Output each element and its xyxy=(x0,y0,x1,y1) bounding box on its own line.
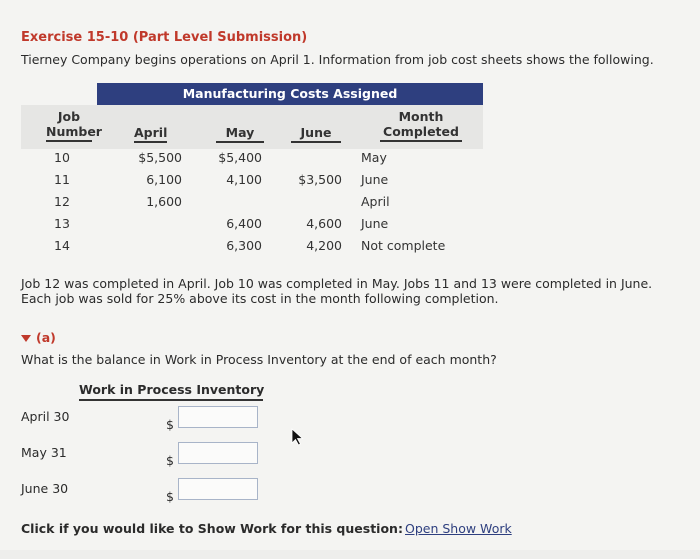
may-cost: 6,300 xyxy=(226,238,262,253)
may-cost: 4,100 xyxy=(226,172,262,187)
may-cost: $5,400 xyxy=(218,150,262,165)
job-number: 14 xyxy=(54,238,70,253)
may-31-input[interactable] xyxy=(178,442,258,464)
dollar-sign: $ xyxy=(166,489,174,504)
month-completed: April xyxy=(361,194,390,209)
open-show-work-link[interactable]: Open Show Work xyxy=(405,521,512,536)
dollar-sign: $ xyxy=(166,417,174,432)
part-a-label: (a) xyxy=(36,330,56,345)
june-cost: 4,200 xyxy=(306,238,342,253)
april-cost: 1,600 xyxy=(146,194,182,209)
month-completed: June xyxy=(361,172,389,187)
job-number: 10 xyxy=(54,150,70,165)
col-april: April xyxy=(134,125,167,143)
april-30-input[interactable] xyxy=(178,406,258,428)
wip-header: Work in Process Inventory xyxy=(79,382,263,401)
job-number: 12 xyxy=(54,194,70,209)
mouse-pointer-icon xyxy=(291,428,305,446)
june-cost: $3,500 xyxy=(298,172,342,187)
completion-note: Job 12 was completed in April. Job 10 was completed in May. Jobs 11 and 13 were completed in June. Each job was sold for 25% above its cost in the month following completion. xyxy=(21,276,653,306)
row-label: May 31 xyxy=(21,445,67,460)
job-number: 11 xyxy=(54,172,70,187)
row-label: April 30 xyxy=(21,409,70,424)
caret-down-icon xyxy=(21,335,31,342)
month-completed: June xyxy=(361,216,389,231)
job-number: 13 xyxy=(54,216,70,231)
april-cost: $5,500 xyxy=(138,150,182,165)
costs-table-header: Manufacturing Costs Assigned xyxy=(97,83,483,105)
june-cost: 4,600 xyxy=(306,216,342,231)
dollar-sign: $ xyxy=(166,453,174,468)
col-month-completed: Month Completed xyxy=(380,109,462,142)
col-job-number: Job Number xyxy=(46,109,92,142)
exercise-title: Exercise 15-10 (Part Level Submission) xyxy=(21,30,308,45)
june-30-input[interactable] xyxy=(178,478,258,500)
col-june: June xyxy=(291,125,341,143)
month-completed: Not complete xyxy=(361,238,446,253)
april-cost: 6,100 xyxy=(146,172,182,187)
may-cost: 6,400 xyxy=(226,216,262,231)
exercise-intro: Tierney Company begins operations on April 1. Information from job cost sheets shows the following. xyxy=(21,52,654,67)
part-a-question: What is the balance in Work in Process Inventory at the end of each month? xyxy=(21,352,497,367)
show-work-prompt: Click if you would like to Show Work for this question: xyxy=(21,521,403,536)
row-label: June 30 xyxy=(21,481,69,496)
part-a-toggle[interactable] xyxy=(21,330,56,345)
col-may: May xyxy=(216,125,264,143)
month-completed: May xyxy=(361,150,387,165)
